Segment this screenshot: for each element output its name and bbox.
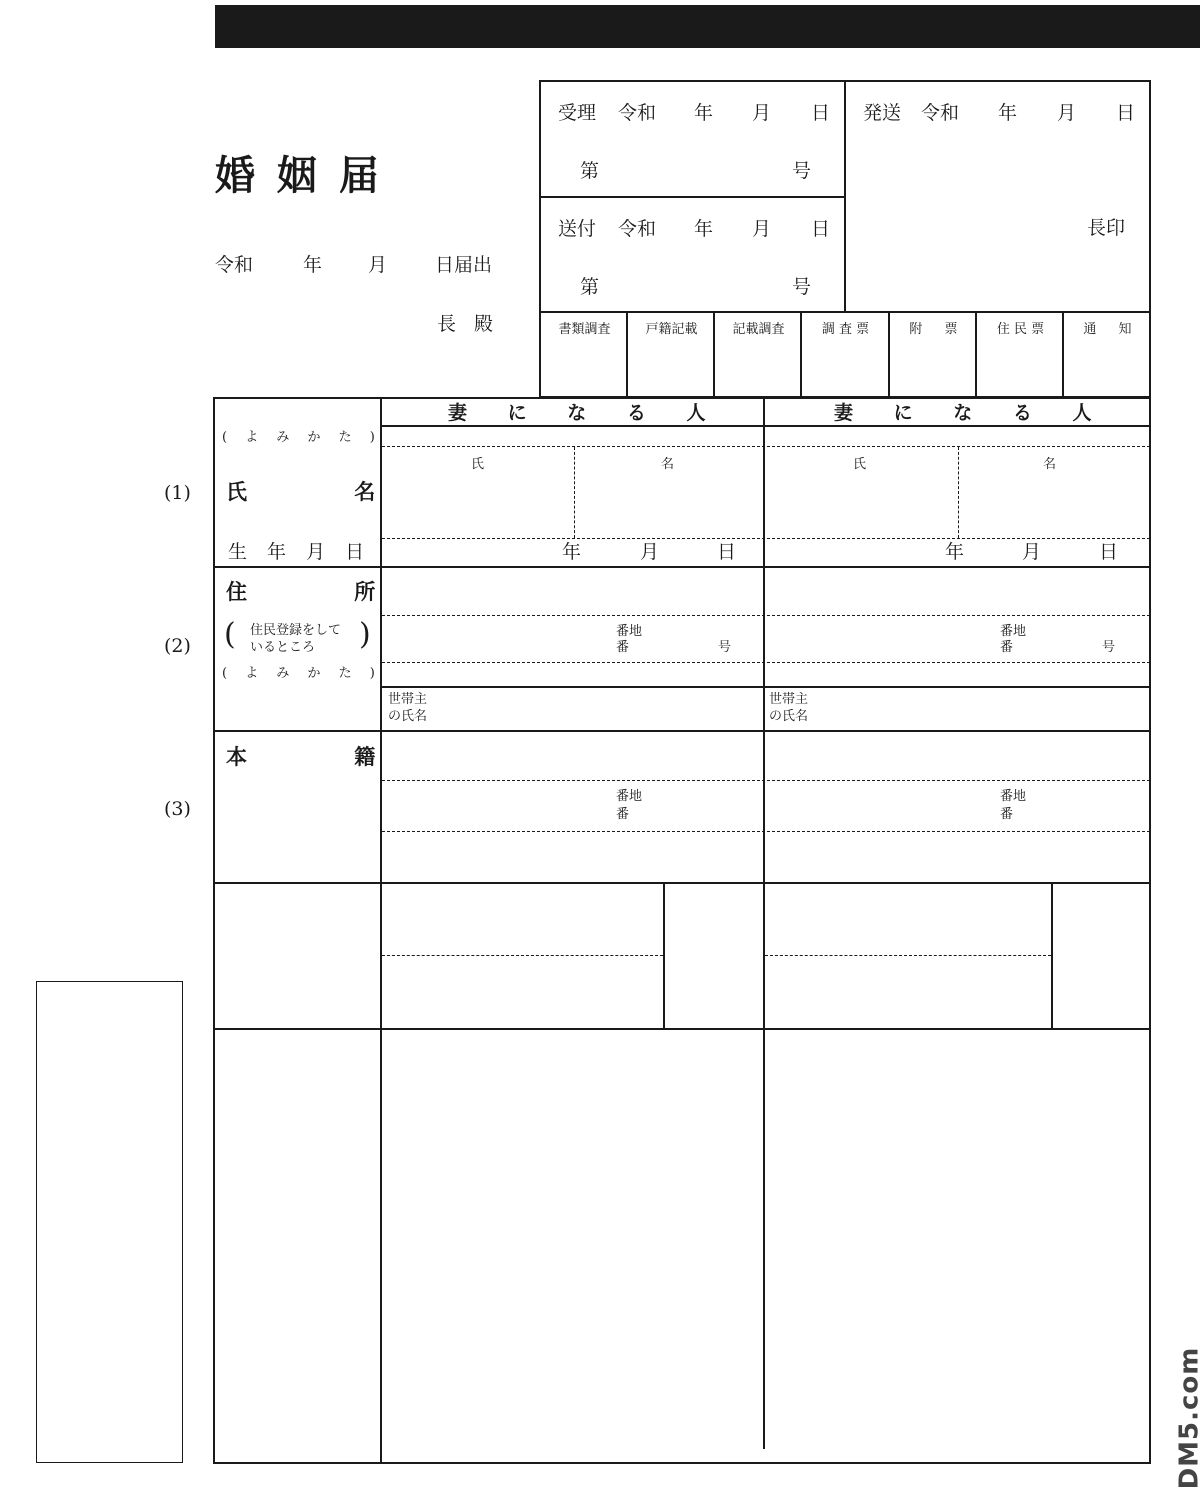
column-header-2: 妻 に な る 人: [834, 402, 1092, 424]
sent-label: 発送: [863, 102, 902, 124]
check-cell: 通 知: [1083, 322, 1132, 337]
forwarded-day: 日: [811, 218, 831, 240]
seal-label: 長印: [1087, 217, 1126, 239]
sent-day: 日: [1116, 102, 1136, 124]
check-cell: 書類調査: [558, 322, 611, 337]
received-month: 月: [752, 102, 772, 124]
column-header-1: 妻 に な る 人: [448, 402, 706, 424]
addr-go-2: 号: [1102, 640, 1116, 655]
householder-line1-1: 世帯主: [388, 692, 428, 707]
address-note-line2: いるところ: [250, 640, 316, 655]
row-number-1: (1): [164, 482, 191, 504]
sent-era: 令和: [921, 102, 960, 124]
birth-year-1: 年: [562, 541, 582, 563]
sent-month: 月: [1057, 102, 1077, 124]
paren-right-icon: ): [359, 617, 371, 652]
addr-ban-2: 番: [1000, 640, 1014, 655]
householder-line1-2: 世帯主: [769, 692, 809, 707]
date-era: 令和: [215, 254, 254, 276]
birth-month-2: 月: [1022, 541, 1042, 563]
birth-month-1: 月: [640, 541, 660, 563]
date-month: 月: [368, 254, 388, 276]
received-label: 受理: [558, 102, 597, 124]
yomikata-label-2: ( よ み か た ): [222, 666, 375, 681]
margin-box: [36, 981, 183, 1463]
check-cell: 記載調査: [732, 322, 785, 337]
birth-label: 生 年 月 日: [228, 541, 365, 563]
addressee: 長 殿: [437, 313, 500, 335]
birth-day-2: 日: [1099, 541, 1119, 563]
addr-banchi-1: 番地: [616, 624, 643, 639]
surname-label-2: 氏: [853, 457, 867, 472]
surname-label-1: 氏: [471, 457, 485, 472]
header-bar: [215, 5, 1200, 48]
row-number-2: (2): [164, 635, 191, 657]
form-title: 婚 姻 届: [215, 153, 383, 199]
watermark-logo: DM5.com: [1174, 1346, 1204, 1490]
check-cell: 附 票: [909, 322, 958, 337]
domicile-banchi-1: 番地: [616, 789, 643, 804]
date-day-submitted: 日届出: [435, 254, 493, 276]
domicile-ban-2: 番: [1000, 807, 1014, 822]
forwarded-era: 令和: [618, 218, 657, 240]
forwarded-no-suffix: 号: [792, 276, 812, 298]
row-number-3: (3): [164, 798, 191, 820]
received-no-prefix: 第: [580, 160, 600, 182]
birth-day-1: 日: [717, 541, 737, 563]
sent-year: 年: [998, 102, 1018, 124]
given-label-1: 名: [661, 457, 675, 472]
address-label: 住 所: [226, 580, 376, 604]
address-note-line1: 住民登録をして: [250, 623, 342, 638]
date-year: 年: [303, 254, 323, 276]
received-no-suffix: 号: [792, 160, 812, 182]
addr-banchi-2: 番地: [1000, 624, 1027, 639]
paren-left-icon: (: [224, 617, 236, 652]
forwarded-no-prefix: 第: [580, 276, 600, 298]
householder-line2-2: の氏名: [769, 709, 809, 724]
addr-ban-1: 番: [616, 640, 630, 655]
check-cell: 調 査 票: [821, 322, 870, 337]
received-day: 日: [811, 102, 831, 124]
check-cell: 住 民 票: [996, 322, 1045, 337]
householder-line2-1: の氏名: [388, 709, 428, 724]
domicile-ban-1: 番: [616, 807, 630, 822]
check-cell: 戸籍記載: [645, 322, 698, 337]
forwarded-month: 月: [752, 218, 772, 240]
yomikata-label: ( よ み か た ): [222, 430, 375, 445]
name-label: 氏 名: [226, 480, 376, 504]
received-era: 令和: [618, 102, 657, 124]
forwarded-label: 送付: [558, 218, 597, 240]
addr-go-1: 号: [718, 640, 732, 655]
domicile-banchi-2: 番地: [1000, 789, 1027, 804]
birth-year-2: 年: [945, 541, 965, 563]
given-label-2: 名: [1043, 457, 1057, 472]
received-year: 年: [694, 102, 714, 124]
forwarded-year: 年: [694, 218, 714, 240]
domicile-label: 本 籍: [226, 745, 376, 769]
